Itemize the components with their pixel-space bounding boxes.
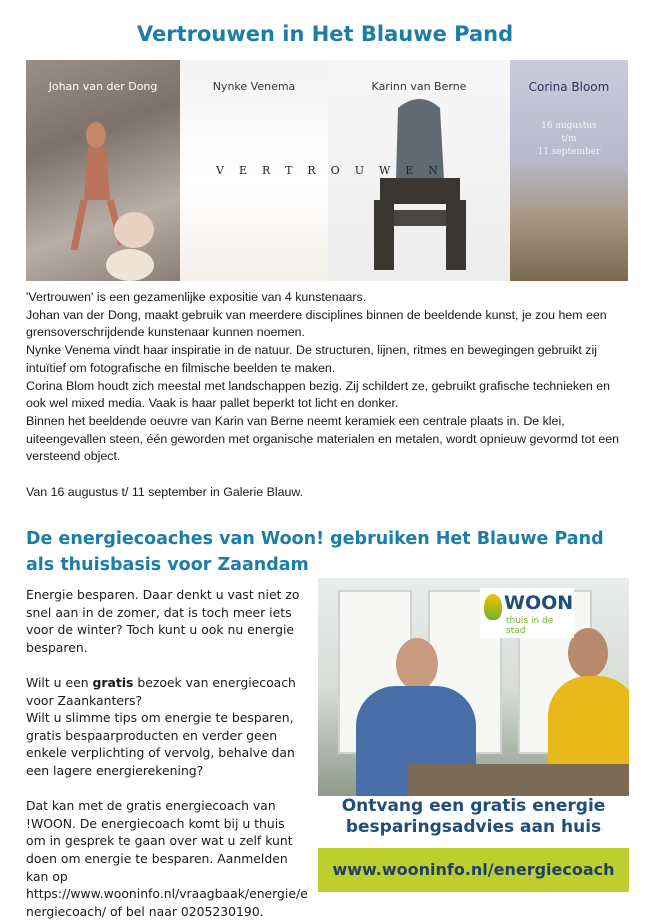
banner-dates — [510, 120, 628, 159]
banner-panel-johan — [26, 60, 180, 281]
doll-figures-illustration — [26, 60, 180, 281]
paragraph: Dat kan met de gratis energiecoach van !WOON. De energiecoach komt bij u thuis om in gesprek te gaan over wat u zelf kunt doen om energie te besparen. Aanmelden kan op https://www.wooninfo.nl/vraagbaak/energie/energiecoach/ of bel naar 0205230190. — [26, 798, 308, 919]
callout-line-2: besparingsadvies aan huis — [345, 817, 602, 837]
banner-date-sep: t/m — [561, 134, 577, 144]
paragraph: Wilt u slimme tips om energie te besparen, gratis bespaarproducten en verder geen enkele verplichting of vervolg, behalve dan een lagere energierekening? — [26, 710, 295, 778]
banner-date-end: 11 september — [537, 147, 601, 157]
energy-advice-callout — [318, 796, 629, 844]
article-body-energiecoaches — [26, 586, 308, 920]
paragraph: Johan van der Dong, maakt gebruik van meerdere disciplines binnen de beeldende kunst, je zou hem een grensoverschrijdende kunstenaar kunnen noemen. — [26, 307, 607, 340]
article-title-energiecoaches: De energiecoaches van Woon! gebruiken Het Blauwe Pand als thuisbasis voor Zaandam — [26, 529, 604, 575]
woon-logo-icon — [484, 594, 502, 620]
banner-overlay-word: VERTROUWEN — [216, 164, 453, 177]
paragraph: 'Vertrouwen' is een gezamenlijke expositie van 4 kunstenaars. — [26, 290, 367, 304]
woon-logo-subtitle: thuis in de stad — [506, 616, 554, 636]
article-body-vertrouwen — [26, 289, 626, 501]
banner-artist-name: Corina Bloom — [528, 80, 610, 94]
bold-gratis: gratis — [92, 674, 134, 690]
callout-line-1: Ontvang een gratis energie — [341, 796, 606, 816]
paragraph: Corina Blom houdt zich meestal met landschappen bezig. Zij schildert ze, gebruikt grafische technieken en ook wel mixed media. Vaak is haar pallet beperkt tot licht en donker. — [26, 378, 611, 411]
exhibition-dates-line: Van 16 augustus t/ 11 september in Galerie Blauw. — [26, 484, 304, 499]
banner-artist-name: Karinn van Berne — [371, 80, 467, 93]
banner-artist-name: Nynke Venema — [212, 80, 296, 93]
paragraph: Energie besparen. Daar denkt u vast niet zo snel aan in de zomer, dat is toch meer iets voor de winter? Toch kunt u ook nu energie besparen. — [26, 587, 300, 655]
woon-logo-text: WOON — [504, 592, 574, 614]
woon-logo — [480, 588, 574, 638]
article-title-vertrouwen: Vertrouwen in Het Blauwe Pand — [136, 22, 514, 46]
text-span: Wilt u een — [26, 674, 93, 690]
banner-artist-name: Johan van der Dong — [48, 80, 158, 93]
energiecoach-photo — [318, 578, 629, 796]
exhibition-banner-image — [26, 60, 628, 281]
banner-date-start: 16 augustus — [541, 121, 597, 131]
wooninfo-url-banner[interactable]: www.wooninfo.nl/energiecoach — [318, 848, 629, 892]
text-span: bezoek van energiecoach voor Zaankanters? — [26, 674, 296, 708]
banner-panel-corina — [510, 60, 628, 281]
paragraph: Nynke Venema vindt haar inspiratie in de natuur. De structuren, lijnen, ritmes en bewegingen gebruikt zij intuïtief om fotografische en filmische beelden te maken. — [26, 343, 597, 375]
paragraph — [26, 674, 308, 709]
table-shape — [408, 764, 629, 796]
paragraph: Binnen het beeldende oeuvre van Karin van Berne neemt keramiek een centrale plaats in. De klei, uiteengevallen steen, één geworden met organische materialen en metalen, wordt opnieuw gevormd tot een versteend object. — [26, 413, 620, 464]
